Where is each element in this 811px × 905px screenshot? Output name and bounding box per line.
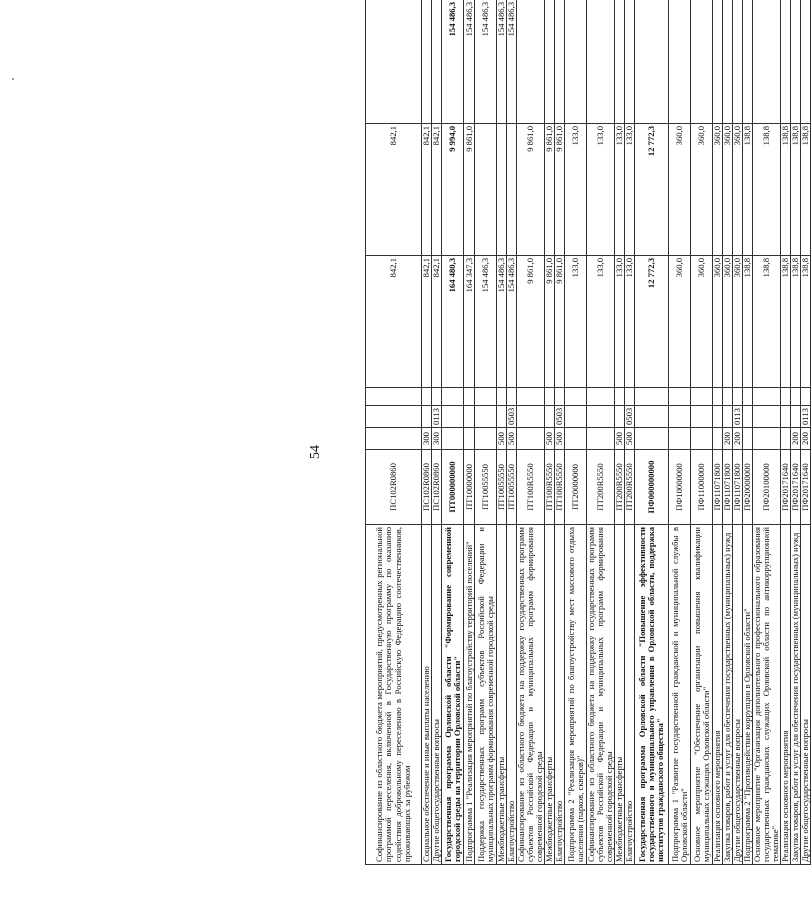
row-amount-total: 133,0 xyxy=(625,256,635,388)
row-name: Поддержка государственных программ субъектов Российской Федерации и муниципальных программ формирования современной городской среды xyxy=(475,525,497,865)
row-section-code xyxy=(565,406,587,428)
row-section-code xyxy=(713,406,723,428)
row-extra-code xyxy=(615,388,625,406)
row-name: Благоустройство xyxy=(555,525,565,865)
table-row xyxy=(615,0,625,865)
row-amount-total: 12 772,3 xyxy=(635,256,669,388)
row-extra-code xyxy=(801,388,811,406)
row-extra-code xyxy=(422,388,432,406)
row-amount-total: 154 486,3 xyxy=(507,256,517,388)
table-row xyxy=(432,0,442,865)
row-amount-federal xyxy=(669,0,691,124)
row-section-code: 0503 xyxy=(555,406,565,428)
row-amount-federal xyxy=(743,0,753,124)
row-amount-federal xyxy=(615,0,625,124)
table-row xyxy=(497,0,507,865)
row-amount-total: 164 480,3 xyxy=(442,256,464,388)
row-amount-regional: 138,8 xyxy=(743,124,753,256)
row-extra-code xyxy=(723,388,733,406)
row-section-code xyxy=(615,406,625,428)
row-target-code: ПФ20100000 xyxy=(753,450,781,525)
row-amount-regional: 360,0 xyxy=(691,124,713,256)
row-extra-code xyxy=(669,388,691,406)
table-row xyxy=(565,0,587,865)
row-section-code xyxy=(366,406,422,428)
table-row xyxy=(691,0,713,865)
row-target-code: ПТ200R5550 xyxy=(587,450,615,525)
table-row xyxy=(791,0,801,865)
row-name: Межбюджетные трансферты xyxy=(615,525,625,865)
row-extra-code xyxy=(635,388,669,406)
row-target-code: ПС102R0860 xyxy=(422,450,432,525)
row-amount-regional: 133,0 xyxy=(565,124,587,256)
row-extra-code xyxy=(545,388,555,406)
row-section-code xyxy=(743,406,753,428)
row-name: Благоустройство xyxy=(625,525,635,865)
row-target-code: ПТ200R5550 xyxy=(615,450,625,525)
row-target-code: ПТ000000000 xyxy=(442,450,464,525)
row-section-code xyxy=(691,406,713,428)
row-amount-federal xyxy=(801,0,811,124)
row-name: Реализация основного мероприятия xyxy=(781,525,791,865)
row-target-code: ПС102R0860 xyxy=(432,450,442,525)
table-row xyxy=(464,0,475,865)
row-amount-regional: 138,8 xyxy=(791,124,801,256)
row-extra-code xyxy=(497,388,507,406)
row-extra-code xyxy=(587,388,615,406)
row-name: Другие общегосударственные вопросы xyxy=(432,525,442,865)
row-amount-total: 360,0 xyxy=(733,256,743,388)
row-name: Подпрограмма 1 "Реализация мероприятий по благоустройству территорий поселений" xyxy=(464,525,475,865)
row-expense-type xyxy=(475,428,497,450)
row-amount-regional: 842,1 xyxy=(366,124,422,256)
row-expense-type: 200 xyxy=(723,428,733,450)
row-target-code: ПТ10055550 xyxy=(507,450,517,525)
row-amount-regional: 9 994,0 xyxy=(442,124,464,256)
row-expense-type xyxy=(464,428,475,450)
row-amount-federal xyxy=(723,0,733,124)
row-amount-total: 133,0 xyxy=(565,256,587,388)
table-row xyxy=(507,0,517,865)
row-extra-code xyxy=(366,388,422,406)
row-amount-total: 9 861,0 xyxy=(555,256,565,388)
row-section-code xyxy=(442,406,464,428)
table-row xyxy=(517,0,545,865)
row-section-code xyxy=(723,406,733,428)
row-section-code xyxy=(669,406,691,428)
row-extra-code xyxy=(781,388,791,406)
row-section-code xyxy=(791,406,801,428)
row-section-code xyxy=(464,406,475,428)
table-row xyxy=(669,0,691,865)
table-row xyxy=(422,0,432,865)
row-amount-federal xyxy=(791,0,801,124)
row-extra-code xyxy=(625,388,635,406)
budget-table xyxy=(365,0,811,865)
row-section-code xyxy=(475,406,497,428)
row-expense-type: 200 xyxy=(791,428,801,450)
row-extra-code xyxy=(691,388,713,406)
row-target-code: ПФ11000000 xyxy=(691,450,713,525)
row-target-code: ПТ10055550 xyxy=(475,450,497,525)
row-name: Реализация основного мероприятия xyxy=(713,525,723,865)
row-expense-type: 300 xyxy=(422,428,432,450)
table-row xyxy=(733,0,743,865)
row-amount-regional: 842,1 xyxy=(422,124,432,256)
row-name: Межбюджетные трансферты xyxy=(545,525,555,865)
row-section-code xyxy=(422,406,432,428)
row-amount-federal xyxy=(753,0,781,124)
row-section-code xyxy=(497,406,507,428)
row-amount-federal xyxy=(691,0,713,124)
row-expense-type xyxy=(442,428,464,450)
row-amount-total: 360,0 xyxy=(713,256,723,388)
row-amount-regional: 360,0 xyxy=(713,124,723,256)
row-amount-regional: 360,0 xyxy=(669,124,691,256)
row-amount-regional: 138,8 xyxy=(781,124,791,256)
row-amount-federal xyxy=(625,0,635,124)
row-name: Подпрограмма 2 "Реализация мероприятий по благоустройству мест массового отдыха населения (парков, скверов)" xyxy=(565,525,587,865)
row-amount-federal: 154 486,3 xyxy=(475,0,497,124)
row-target-code: ПТ100R5550 xyxy=(555,450,565,525)
row-amount-federal xyxy=(587,0,615,124)
row-extra-code xyxy=(555,388,565,406)
table-row xyxy=(635,0,669,865)
row-target-code: ПФ000000000 xyxy=(635,450,669,525)
row-section-code: 0503 xyxy=(507,406,517,428)
row-extra-code xyxy=(432,388,442,406)
row-amount-total: 138,8 xyxy=(801,256,811,388)
row-amount-regional: 9 861,0 xyxy=(555,124,565,256)
row-extra-code xyxy=(517,388,545,406)
row-name: Подпрограмма 2 "Противодействие коррупции в Орловской области" xyxy=(743,525,753,865)
row-amount-total: 360,0 xyxy=(691,256,713,388)
row-amount-regional: 133,0 xyxy=(625,124,635,256)
row-amount-total: 842,1 xyxy=(366,256,422,388)
row-section-code xyxy=(753,406,781,428)
row-amount-total: 138,8 xyxy=(743,256,753,388)
row-expense-type: 200 xyxy=(733,428,743,450)
row-expense-type: 500 xyxy=(615,428,625,450)
table-row xyxy=(801,0,811,865)
table-row xyxy=(475,0,497,865)
row-extra-code xyxy=(464,388,475,406)
row-extra-code xyxy=(713,388,723,406)
table-row xyxy=(366,0,422,865)
row-amount-total: 133,0 xyxy=(615,256,625,388)
row-name: Другие общегосударственные вопросы xyxy=(801,525,811,865)
row-target-code: ПТ10000000 xyxy=(464,450,475,525)
row-expense-type xyxy=(781,428,791,450)
row-amount-regional: 133,0 xyxy=(587,124,615,256)
row-name: Софинансирование из областного бюджета мероприятий, предусмотренных региональной программой переселения, включенной в Государственную программу по оказанию содействия добровольному переселению в Российскую Федерацию соотечественников, проживающих за рубежом xyxy=(366,525,422,865)
row-target-code: ПТ100R5550 xyxy=(517,450,545,525)
row-target-code: ПТ10055550 xyxy=(497,450,507,525)
table-row xyxy=(723,0,733,865)
table-row xyxy=(555,0,565,865)
row-section-code xyxy=(517,406,545,428)
row-section-code xyxy=(545,406,555,428)
row-amount-federal xyxy=(565,0,587,124)
row-amount-total: 842,1 xyxy=(422,256,432,388)
row-expense-type xyxy=(587,428,615,450)
row-expense-type xyxy=(669,428,691,450)
row-amount-total: 138,8 xyxy=(753,256,781,388)
row-name: Другие общегосударственные вопросы xyxy=(733,525,743,865)
row-extra-code xyxy=(442,388,464,406)
row-expense-type: 500 xyxy=(545,428,555,450)
row-amount-total: 138,8 xyxy=(781,256,791,388)
table-row xyxy=(713,0,723,865)
row-expense-type xyxy=(366,428,422,450)
row-amount-total: 154 486,3 xyxy=(475,256,497,388)
row-section-code xyxy=(635,406,669,428)
row-name: Основное мероприятие "Организация дополнительного профессионального образования государственных гражданских служащих Орловской области по антикоррупционной тематике" xyxy=(753,525,781,865)
table-body xyxy=(366,0,811,865)
row-extra-code xyxy=(733,388,743,406)
row-target-code: ПС102R0860 xyxy=(366,450,422,525)
row-expense-type: 500 xyxy=(555,428,565,450)
row-name: Софинансирование из областного бюджета на поддержку государственных программ субъектов Российской Федерации и муниципальных программ формирования современной городской среды xyxy=(517,525,545,865)
row-expense-type xyxy=(713,428,723,450)
row-section-code: 0113 xyxy=(432,406,442,428)
row-target-code: ПФ20171640 xyxy=(801,450,811,525)
row-amount-regional: 9 861,0 xyxy=(545,124,555,256)
row-target-code: ПТ200R5550 xyxy=(625,450,635,525)
row-extra-code xyxy=(753,388,781,406)
row-amount-total: 154 486,3 xyxy=(497,256,507,388)
row-amount-federal: 154 486,3 xyxy=(464,0,475,124)
row-expense-type xyxy=(635,428,669,450)
row-amount-regional: 9 861,0 xyxy=(517,124,545,256)
row-extra-code xyxy=(743,388,753,406)
row-name: Основное мероприятие "Обеспечение организации повышения квалификации муниципальных служащих Орловской области" xyxy=(691,525,713,865)
row-amount-federal xyxy=(545,0,555,124)
row-section-code xyxy=(587,406,615,428)
row-amount-total: 133,0 xyxy=(587,256,615,388)
row-name: Закупка товаров, работ и услуг для обеспечения государственных (муниципальных) нужд xyxy=(791,525,801,865)
row-amount-federal xyxy=(733,0,743,124)
row-amount-federal xyxy=(713,0,723,124)
row-name: Подпрограмма 1 "Развитие государственной гражданской и муниципальной службы в Орловской области" xyxy=(669,525,691,865)
row-extra-code xyxy=(791,388,801,406)
table-row xyxy=(743,0,753,865)
row-expense-type xyxy=(517,428,545,450)
row-target-code: ПФ10000000 xyxy=(669,450,691,525)
row-name: Софинансирование из областного бюджета на поддержку государственных программ субъектов Российской Федерации и муниципальных программ формирования современной городской среды xyxy=(587,525,615,865)
row-name: Межбюджетные трансферты xyxy=(497,525,507,865)
row-extra-code xyxy=(475,388,497,406)
row-section-code: 0503 xyxy=(625,406,635,428)
row-amount-federal xyxy=(781,0,791,124)
row-target-code: ПФ11071800 xyxy=(723,450,733,525)
row-extra-code xyxy=(507,388,517,406)
table-row xyxy=(781,0,791,865)
table-row xyxy=(753,0,781,865)
row-expense-type: 500 xyxy=(497,428,507,450)
row-expense-type xyxy=(565,428,587,450)
row-expense-type: 300 xyxy=(432,428,442,450)
row-expense-type: 500 xyxy=(625,428,635,450)
row-amount-regional: 360,0 xyxy=(733,124,743,256)
row-section-code: 0113 xyxy=(801,406,811,428)
row-section-code xyxy=(781,406,791,428)
row-target-code: ПТ100R5550 xyxy=(545,450,555,525)
table-row xyxy=(442,0,464,865)
table-row xyxy=(587,0,615,865)
row-amount-total: 9 861,0 xyxy=(517,256,545,388)
row-amount-regional xyxy=(507,124,517,256)
row-amount-regional xyxy=(475,124,497,256)
row-target-code: ПТ20000000 xyxy=(565,450,587,525)
row-section-code: 0113 xyxy=(733,406,743,428)
page-number: 54 xyxy=(308,445,323,459)
row-amount-regional: 138,8 xyxy=(801,124,811,256)
row-amount-regional: 360,0 xyxy=(723,124,733,256)
row-amount-total: 138,8 xyxy=(791,256,801,388)
row-amount-federal xyxy=(555,0,565,124)
row-amount-federal xyxy=(366,0,422,124)
row-target-code: ПФ11071800 xyxy=(713,450,723,525)
row-amount-regional: 138,8 xyxy=(753,124,781,256)
row-name: Закупка товаров, работ и услуг для обеспечения государственных (муниципальных) нужд xyxy=(723,525,733,865)
row-name: Социальное обеспечение и иные выплаты населению xyxy=(422,525,432,865)
row-amount-federal: 154 486,3 xyxy=(442,0,464,124)
row-expense-type xyxy=(753,428,781,450)
row-amount-regional: 12 772,3 xyxy=(635,124,669,256)
row-name: Государственная программа Орловской области "Повышение эффективности государственного и муниципального управления в Орловской области, поддержка институтов гражданского общества" xyxy=(635,525,669,865)
row-expense-type xyxy=(691,428,713,450)
row-amount-total: 164 347,3 xyxy=(464,256,475,388)
row-amount-regional: 9 861,0 xyxy=(464,124,475,256)
row-amount-total: 9 861,0 xyxy=(545,256,555,388)
table-row xyxy=(545,0,555,865)
row-extra-code xyxy=(565,388,587,406)
row-amount-federal xyxy=(422,0,432,124)
row-amount-regional xyxy=(497,124,507,256)
row-amount-federal: 154 486,3 xyxy=(497,0,507,124)
row-name: Государственная программа Орловской области "Формирование современной городской среды на территории Орловской области" xyxy=(442,525,464,865)
row-target-code: ПФ20171640 xyxy=(781,450,791,525)
row-expense-type: 200 xyxy=(801,428,811,450)
row-amount-federal xyxy=(517,0,545,124)
row-amount-regional: 842,1 xyxy=(432,124,442,256)
row-name: Благоустройство xyxy=(507,525,517,865)
row-amount-regional: 133,0 xyxy=(615,124,625,256)
row-amount-total: 842,1 xyxy=(432,256,442,388)
row-amount-total: 360,0 xyxy=(669,256,691,388)
row-expense-type xyxy=(743,428,753,450)
row-target-code: ПФ11071800 xyxy=(733,450,743,525)
table-row xyxy=(625,0,635,865)
row-amount-federal xyxy=(432,0,442,124)
row-target-code: ПФ20000000 xyxy=(743,450,753,525)
row-target-code: ПФ20171640 xyxy=(791,450,801,525)
row-amount-federal: 154 486,3 xyxy=(507,0,517,124)
row-expense-type: 500 xyxy=(507,428,517,450)
row-amount-federal xyxy=(635,0,669,124)
row-amount-total: 360,0 xyxy=(723,256,733,388)
